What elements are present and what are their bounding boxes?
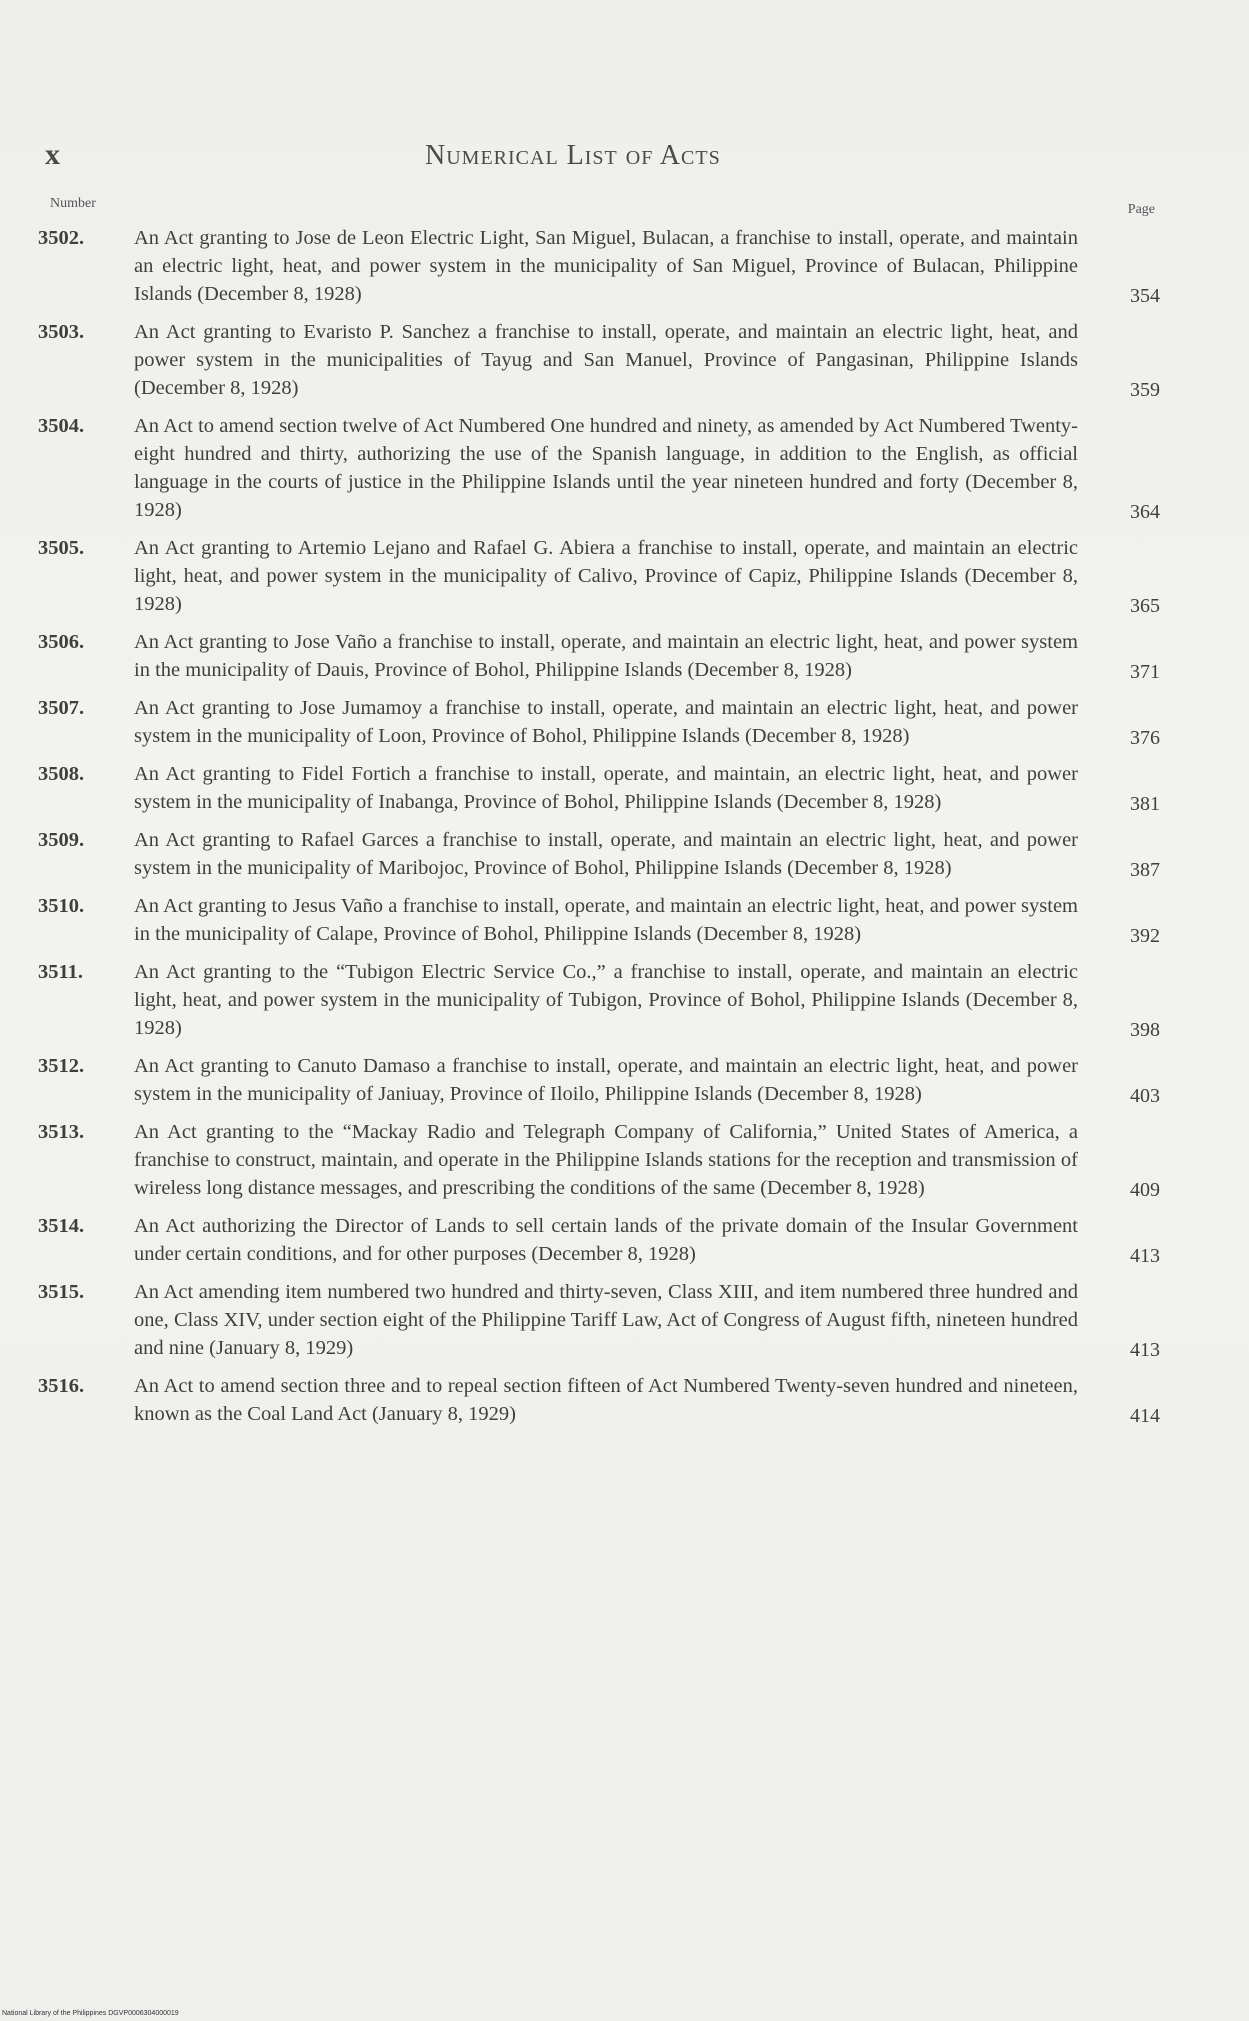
act-number: 3513. <box>38 1121 85 1143</box>
act-number: 3506. <box>38 631 85 653</box>
act-number: 3504. <box>38 415 85 437</box>
act-page-number: 398 <box>1130 1019 1160 1041</box>
act-title: An Act granting to the “Tubigon Electric Service Co.,” a franchise to install, operate, and maintain an electric light, heat, and power system in the municipality of Tubigon, Province of Bohol, Philippine Islands (December 8, 1928) <box>134 961 1078 1039</box>
act-page-number: 365 <box>1130 595 1160 617</box>
act-title: An Act granting to the “Mackay Radio and Telegraph Company of California,” United States of America, a franchise to construct, maintain, and operate in the Philippine Islands stations for the reception and transmission of wireless long distance messages, and prescribing the conditions of the same (December 8, 1928) <box>134 1121 1078 1199</box>
act-title: An Act to amend section twelve of Act Numbered One hundred and ninety, as amended by Act Numbered Twenty-eight hundred and thirty, authorizing the use of the Spanish language, in addition to the English, as official language in the courts of justice in the Philippine Islands until the year nineteen hundred and forty (December 8, 1928) <box>134 415 1078 521</box>
act-number: 3509. <box>38 829 85 851</box>
act-title: An Act amending item numbered two hundred and thirty-seven, Class XIII, and item numbered three hundred and one, Class XIV, under section eight of the Philippine Tariff Law, Act of Congress of August fifth, nineteen hundred and nine (January 8, 1929) <box>134 1281 1078 1359</box>
number-column-heading: Number <box>50 196 96 211</box>
act-number: 3507. <box>38 697 85 719</box>
act-page-number: 414 <box>1130 1405 1160 1427</box>
act-number: 3512. <box>38 1055 85 1077</box>
act-title: An Act granting to Artemio Lejano and Rafael G. Abiera a franchise to install, operate, and maintain an electric light, heat, and power system in the municipality of Calivo, Province of Capiz, Philippine Islands (December 8, 1928) <box>134 537 1078 615</box>
page-header <box>45 138 1165 178</box>
act-entry <box>38 826 1160 882</box>
act-entry <box>38 628 1160 684</box>
act-page-number: 413 <box>1130 1245 1160 1267</box>
act-entry <box>38 1212 1160 1268</box>
act-entry <box>38 534 1160 618</box>
act-entry <box>38 694 1160 750</box>
act-number: 3503. <box>38 321 85 343</box>
act-entry <box>38 1278 1160 1362</box>
act-number: 3502. <box>38 227 85 249</box>
act-title: An Act to amend section three and to repeal section fifteen of Act Numbered Twenty-seven hundred and nineteen, known as the Coal Land Act (January 8, 1929) <box>134 1375 1078 1425</box>
act-entry <box>38 892 1160 948</box>
act-number: 3514. <box>38 1215 85 1237</box>
act-page-number: 354 <box>1130 285 1160 307</box>
act-number: 3515. <box>38 1281 85 1303</box>
act-page-number: 403 <box>1130 1085 1160 1107</box>
act-page-number: 409 <box>1130 1179 1160 1201</box>
page-folio: x <box>45 138 60 171</box>
running-title: Numerical List of Acts <box>425 140 721 171</box>
act-title: An Act granting to Jesus Vaño a franchise to install, operate, and maintain an electric light, heat, and power system in the municipality of Calape, Province of Bohol, Philippine Islands (December 8, 1928) <box>134 895 1078 945</box>
column-headings <box>50 196 1155 216</box>
act-entry <box>38 1118 1160 1202</box>
page-column-heading: Page <box>1127 202 1155 217</box>
act-title: An Act granting to Jose Vaño a franchise to install, operate, and maintain an electric light, heat, and power system in the municipality of Dauis, Province of Bohol, Philippine Islands (December 8, 1928) <box>134 631 1078 681</box>
act-page-number: 413 <box>1130 1339 1160 1361</box>
act-page-number: 376 <box>1130 727 1160 749</box>
act-number: 3511. <box>38 961 83 983</box>
act-page-number: 359 <box>1130 379 1160 401</box>
act-page-number: 387 <box>1130 859 1160 881</box>
act-title: An Act granting to Fidel Fortich a franchise to install, operate, and maintain, an electric light, heat, and power system in the municipality of Inabanga, Province of Bohol, Philippine Islands (December 8, 1928) <box>134 763 1078 813</box>
act-entry <box>38 224 1160 308</box>
act-title: An Act granting to Jose Jumamoy a franchise to install, operate, and maintain an electric light, heat, and power system in the municipality of Loon, Province of Bohol, Philippine Islands (December 8, 1928) <box>134 697 1078 747</box>
act-entry <box>38 760 1160 816</box>
act-number: 3510. <box>38 895 85 917</box>
act-title: An Act authorizing the Director of Lands to sell certain lands of the private domain of the Insular Government under certain conditions, and for other purposes (December 8, 1928) <box>134 1215 1078 1265</box>
act-entry <box>38 958 1160 1042</box>
act-entry <box>38 412 1160 524</box>
act-title: An Act granting to Evaristo P. Sanchez a franchise to install, operate, and maintain an electric light, heat, and power system in the municipalities of Tayug and San Manuel, Province of Pangasinan, Philippine Islands (December 8, 1928) <box>134 321 1078 399</box>
acts-list <box>38 224 1166 1438</box>
act-title: An Act granting to Canuto Damaso a franchise to install, operate, and maintain an electric light, heat, and power system in the municipality of Janiuay, Province of Iloilo, Philippine Islands (December 8, 1928) <box>134 1055 1078 1105</box>
act-page-number: 364 <box>1130 501 1160 523</box>
act-number: 3516. <box>38 1375 85 1397</box>
act-page-number: 392 <box>1130 925 1160 947</box>
act-title: An Act granting to Jose de Leon Electric Light, San Miguel, Bulacan, a franchise to install, operate, and maintain an electric light, heat, and power system in the municipality of San Miguel, Province of Bulacan, Philippine Islands (December 8, 1928) <box>134 227 1078 305</box>
footer-note: National Library of the Philippines DGVP0006304000019 <box>2 2010 179 2017</box>
act-entry <box>38 318 1160 402</box>
act-page-number: 371 <box>1130 661 1160 683</box>
act-entry <box>38 1052 1160 1108</box>
act-title: An Act granting to Rafael Garces a franchise to install, operate, and maintain an electric light, heat, and power system in the municipality of Maribojoc, Province of Bohol, Philippine Islands (December 8, 1928) <box>134 829 1078 879</box>
act-number: 3508. <box>38 763 85 785</box>
act-number: 3505. <box>38 537 85 559</box>
act-page-number: 381 <box>1130 793 1160 815</box>
act-entry <box>38 1372 1160 1428</box>
